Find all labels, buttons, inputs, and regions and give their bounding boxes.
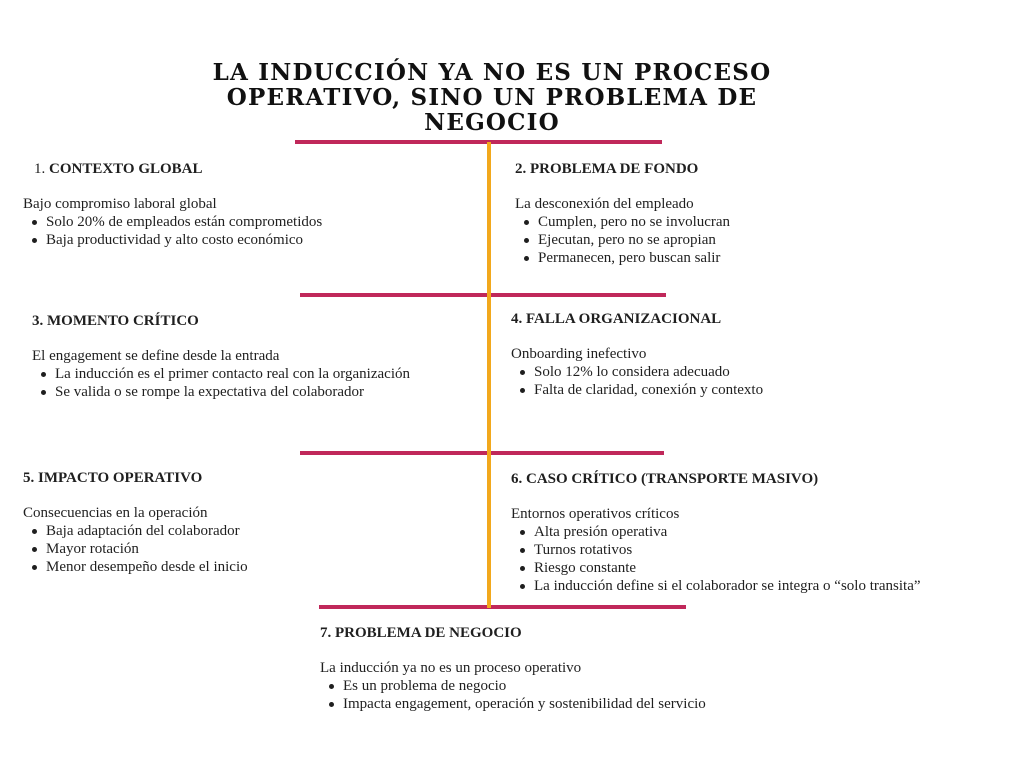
section-5-number: 5. <box>23 470 35 486</box>
list-item: Cumplen, pero no se involucran <box>515 213 730 231</box>
section-2-number: 2. <box>515 161 527 177</box>
list-item: Menor desempeño desde el inicio <box>23 558 248 576</box>
divider-row-3 <box>300 451 664 455</box>
page-title <box>205 60 779 135</box>
section-5-subtitle: Consecuencias en la operación <box>23 505 208 521</box>
list-item: Se valida o se rompe la expectativa del colaborador <box>32 383 410 401</box>
section-7 <box>320 624 706 713</box>
list-item: Alta presión operativa <box>511 523 921 541</box>
section-6 <box>511 470 921 595</box>
section-1 <box>23 160 322 249</box>
list-item: Turnos rotativos <box>511 541 921 559</box>
section-1-subtitle: Bajo compromiso laboral global <box>23 196 217 212</box>
section-6-number: 6. <box>511 471 523 487</box>
section-4-subtitle: Onboarding inefectivo <box>511 346 647 362</box>
list-item: Permanecen, pero buscan salir <box>515 249 730 267</box>
list-item: Falta de claridad, conexión y contexto <box>511 381 763 399</box>
section-1-bullets <box>23 213 322 249</box>
section-4-title: FALLA ORGANIZACIONAL <box>526 311 722 327</box>
divider-bottom <box>319 605 686 609</box>
section-1-title: CONTEXTO GLOBAL <box>49 161 203 177</box>
list-item: Mayor rotación <box>23 540 248 558</box>
section-1-number: 1. <box>34 161 46 177</box>
title-line-2: OPERATIVO, SINO UN PROBLEMA DE <box>226 84 758 111</box>
section-4-bullets <box>511 363 763 399</box>
section-6-subtitle: Entornos operativos críticos <box>511 506 680 522</box>
section-7-title: PROBLEMA DE NEGOCIO <box>335 625 522 641</box>
list-item: Solo 20% de empleados están comprometidos <box>23 213 322 231</box>
list-item: Es un problema de negocio <box>320 677 706 695</box>
section-4-number: 4. <box>511 311 523 327</box>
section-2-bullets <box>515 213 730 267</box>
section-7-bullets <box>320 677 706 713</box>
section-3-number: 3. <box>32 313 44 329</box>
list-item: La inducción define si el colaborador se integra o “solo transita” <box>511 577 921 595</box>
section-2-title: PROBLEMA DE FONDO <box>530 161 699 177</box>
list-item: Solo 12% lo considera adecuado <box>511 363 763 381</box>
section-5 <box>23 469 248 576</box>
section-3-bullets <box>32 365 410 401</box>
section-2 <box>515 160 730 267</box>
list-item: La inducción es el primer contacto real con la organización <box>32 365 410 383</box>
list-item: Baja adaptación del colaborador <box>23 522 248 540</box>
section-6-title: CASO CRÍTICO (TRANSPORTE MASIVO) <box>526 471 819 487</box>
title-line-1: LA INDUCCIÓN YA NO ES UN PROCESO <box>212 59 772 86</box>
list-item: Impacta engagement, operación y sostenibilidad del servicio <box>320 695 706 713</box>
section-3-title: MOMENTO CRÍTICO <box>47 313 199 329</box>
divider-top <box>295 140 662 144</box>
section-7-subtitle: La inducción ya no es un proceso operativo <box>320 660 582 676</box>
section-3 <box>32 312 410 401</box>
section-5-bullets <box>23 522 248 576</box>
section-7-number: 7. <box>320 625 332 641</box>
section-4 <box>511 310 763 399</box>
section-3-subtitle: El engagement se define desde la entrada <box>32 348 280 364</box>
title-line-3: NEGOCIO <box>424 109 560 136</box>
divider-row-2 <box>300 293 666 297</box>
section-6-bullets <box>511 523 921 595</box>
section-2-subtitle: La desconexión del empleado <box>515 196 694 212</box>
list-item: Baja productividad y alto costo económico <box>23 231 322 249</box>
list-item: Riesgo constante <box>511 559 921 577</box>
section-5-title: IMPACTO OPERATIVO <box>38 470 203 486</box>
timeline-spine <box>487 142 491 608</box>
list-item: Ejecutan, pero no se apropian <box>515 231 730 249</box>
